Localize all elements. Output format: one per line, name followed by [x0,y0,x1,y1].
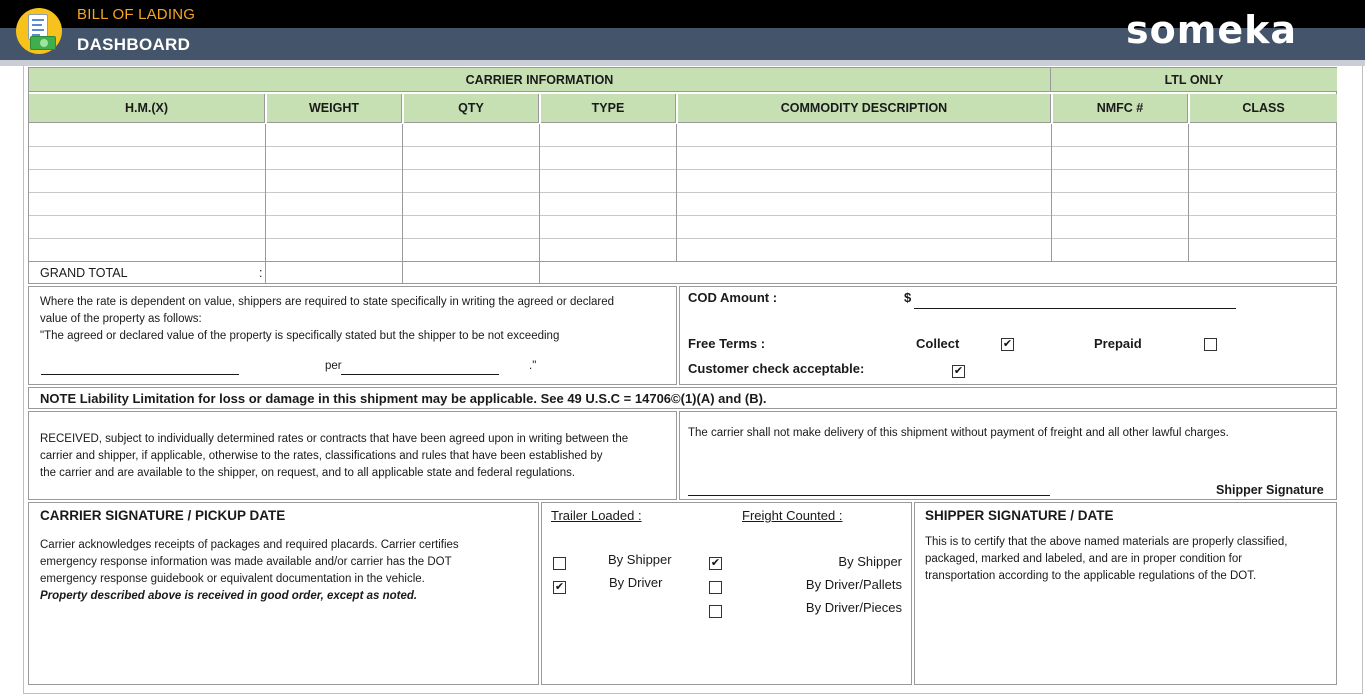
cash-icon [30,36,56,50]
liability-note: NOTE Liability Limitation for loss or damage in this shipment may be applicable. See 49 U.S.C = 14706©(1)(A) and (B). [40,391,767,406]
column-header-type: TYPE [541,94,676,123]
received-text-line1: RECEIVED, subject to individually determined rates or contracts that have been agreed upon in writing between the [40,433,629,445]
trailer-by-shipper-checkbox[interactable] [553,557,566,570]
column-header-class: CLASS [1190,94,1337,123]
carrier-information-table [28,67,1337,284]
received-text-line2: carrier and shipper, if applicable, otherwise to the rates, classifications and rules that have been established by [40,450,603,462]
declared-value-section [28,286,677,385]
carrier-signature-section [28,502,539,685]
free-terms-label: Free Terms : [688,336,766,351]
declared-value-text-line1: Where the rate is dependent on value, shippers are required to state specifically in writing the agreed or declared [40,296,615,308]
ltl-only-heading: LTL ONLY [1051,68,1337,92]
column-header-qty: QTY [404,94,539,123]
declared-value-text-line3: "The agreed or declared value of the property is specifically stated but the shipper to be not exceeding [40,330,560,342]
freight-by-driver-pieces-checkbox[interactable] [709,605,722,618]
column-header-commodity-description: COMMODITY DESCRIPTION [678,94,1051,123]
table-row[interactable] [29,147,1337,170]
table-row[interactable] [29,239,1337,262]
column-header-weight: WEIGHT [267,94,402,123]
collect-label: Collect [916,336,960,351]
table-row[interactable] [29,170,1337,193]
declared-value-text-line2: value of the property as follows: [40,313,202,325]
delivery-section [679,411,1337,500]
grand-total-colon: : [259,266,263,280]
prepaid-label: Prepaid [1094,336,1142,351]
grand-total-label: GRAND TOTAL [40,266,128,280]
trailer-by-shipper-label: By Shipper [608,552,672,567]
shipper-signature-line2: packaged, marked and labeled, and are in proper condition for [925,553,1243,565]
carrier-signature-line3: emergency response guidebook or equivalent documentation in the vehicle. [40,573,425,585]
check-icon: ✔ [1002,338,1013,350]
currency-symbol: $ [904,290,912,305]
check-icon: ✔ [554,581,565,593]
customer-check-label: Customer check acceptable: [688,361,865,376]
received-text-line3: the carrier and are available to the shipper, on request, and to all applicable state and federal regulations. [40,467,576,479]
collect-checkbox[interactable] [1001,338,1014,351]
shipper-signature-field[interactable] [688,495,1050,496]
trailer-by-driver-label: By Driver [609,575,663,590]
column-header-hm: H.M.(X) [29,94,265,123]
carrier-signature-line4: Property described above is received in good order, except as noted. [40,590,418,602]
shipper-signature-line1: This is to certify that the above named materials are properly classified, [925,536,1288,548]
cod-amount-field[interactable] [914,308,1236,309]
delivery-text: The carrier shall not make delivery of this shipment without payment of freight and all other lawful charges. [688,427,1229,439]
table-row[interactable] [29,216,1337,239]
per-label: per [325,360,342,372]
check-icon: ✔ [710,557,721,569]
cod-amount-label: COD Amount : [688,290,778,305]
shipper-signature-title: SHIPPER SIGNATURE / DATE [925,508,1114,523]
carrier-signature-line1: Carrier acknowledges receipts of packages and required placards. Carrier certifies [40,539,459,551]
declared-value-per-field[interactable] [341,374,499,375]
loading-section [541,502,912,685]
app-title: BILL OF LADING [77,6,196,23]
received-section [28,411,677,500]
carrier-signature-title: CARRIER SIGNATURE / PICKUP DATE [40,508,286,523]
closing-quote: ." [529,360,537,372]
someka-brand-logo[interactable]: someka [1126,8,1298,52]
table-row[interactable] [29,124,1337,147]
trailer-loaded-title: Trailer Loaded : [551,508,642,523]
cod-section [679,286,1337,385]
carrier-information-heading: CARRIER INFORMATION [29,68,1051,92]
check-icon: ✔ [953,365,964,377]
trailer-by-driver-checkbox[interactable] [553,581,566,594]
shipper-signature-line3: transportation according to the applicable regulations of the DOT. [925,570,1257,582]
column-header-nmfc: NMFC # [1053,94,1188,123]
freight-counted-title: Freight Counted : [742,508,843,523]
customer-check-checkbox[interactable] [952,365,965,378]
carrier-signature-line2: emergency response information was made available and/or carrier has the DOT [40,556,452,568]
app-header [0,0,1365,62]
prepaid-checkbox[interactable] [1204,338,1217,351]
freight-by-shipper-checkbox[interactable] [709,557,722,570]
shipper-signature-section [914,502,1337,685]
freight-by-driver-pieces-label: By Driver/Pieces [805,600,902,615]
freight-by-driver-pallets-label: By Driver/Pallets [805,577,902,592]
page-title[interactable]: DASHBOARD [77,35,191,54]
freight-by-driver-pallets-checkbox[interactable] [709,581,722,594]
liability-note-row [28,387,1337,409]
shipper-signature-label: Shipper Signature [1216,483,1324,497]
table-row[interactable] [29,193,1337,216]
declared-value-amount-field[interactable] [41,374,239,375]
freight-by-shipper-label: By Shipper [838,554,902,569]
